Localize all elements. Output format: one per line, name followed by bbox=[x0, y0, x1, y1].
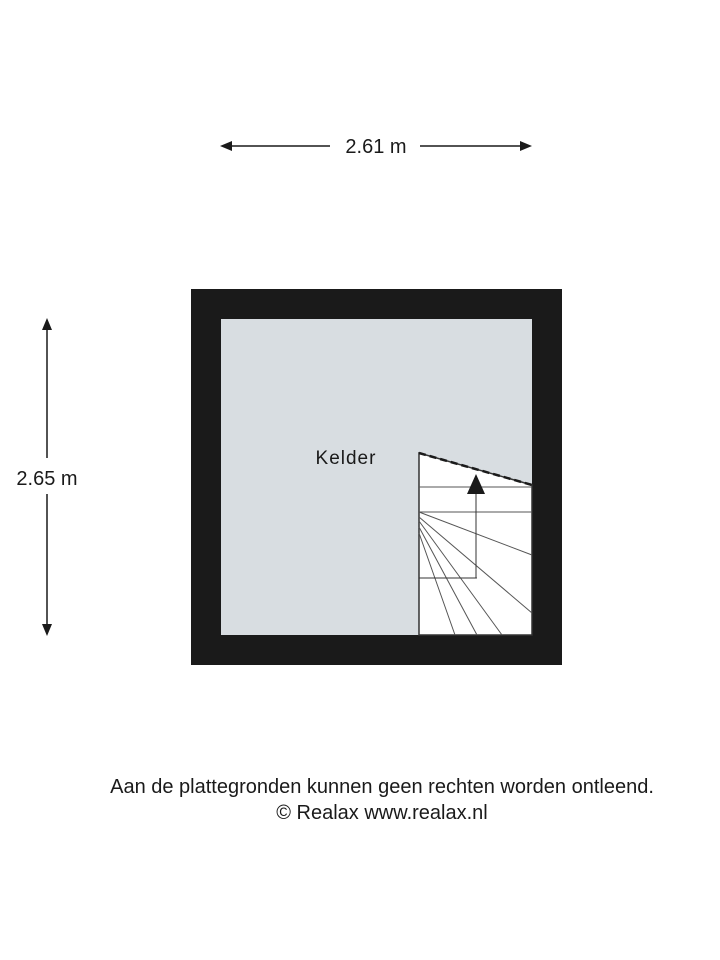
arrow-left-icon bbox=[220, 141, 232, 151]
copyright-text: © Realax www.realax.nl bbox=[276, 802, 488, 824]
height-dimension bbox=[16, 318, 77, 636]
width-label: 2.61 m bbox=[345, 136, 407, 158]
arrow-up-icon bbox=[42, 318, 52, 330]
height-label: 2.65 m bbox=[16, 468, 78, 490]
disclaimer-text: Aan de plattegronden kunnen geen rechten worden ontleend. bbox=[110, 776, 654, 798]
arrow-right-icon bbox=[520, 141, 532, 151]
arrow-down-icon bbox=[42, 624, 52, 636]
staircase bbox=[419, 453, 532, 635]
room-label: Kelder bbox=[315, 448, 377, 469]
width-dimension bbox=[220, 136, 532, 158]
